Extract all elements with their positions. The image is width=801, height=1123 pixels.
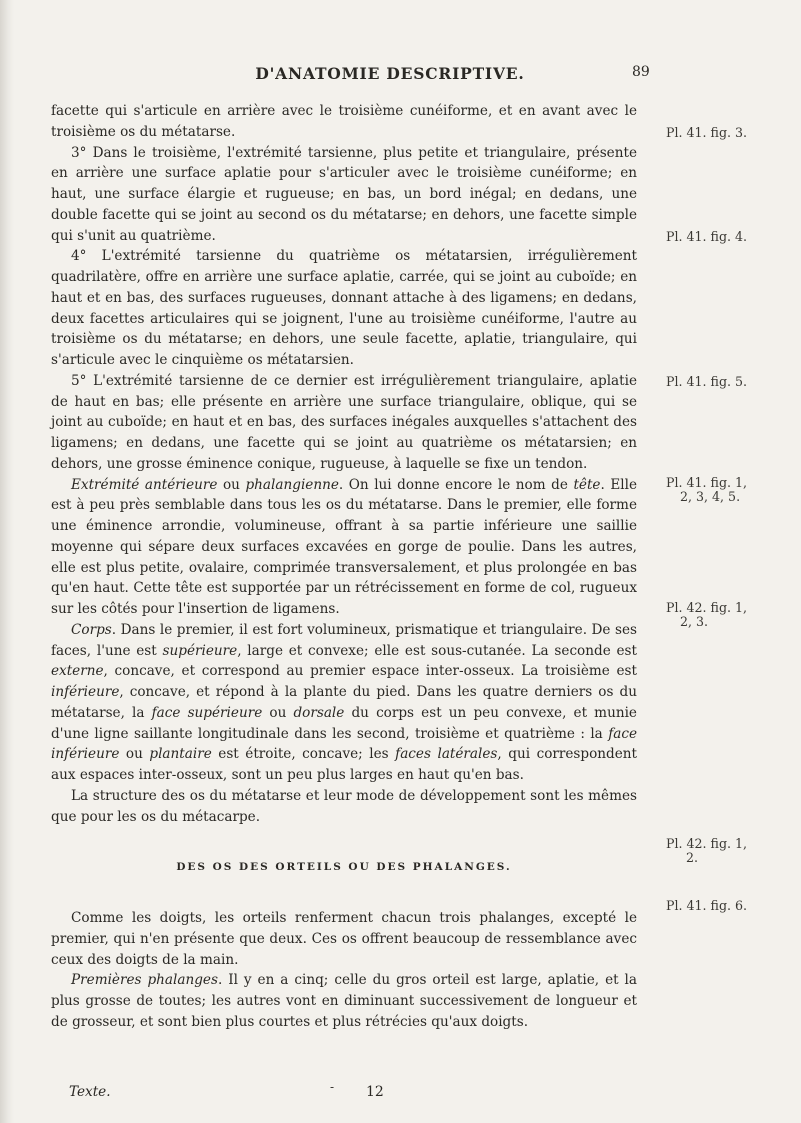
term-premieres-phalanges: Premières phalanges [71,972,218,989]
paragraph-9 [51,970,637,1032]
text-run: ou [119,746,150,763]
paragraph-5 [51,475,637,620]
running-head: D'ANATOMIE DESCRIPTIVE. [255,64,525,83]
footer-dash: - [330,1080,335,1094]
text-run: , concave, et répond à la plante du pied. Dans les quatre derniers os du métatarse, la [51,684,637,721]
text-run: ou [217,476,246,493]
paragraph-3: 4° L'extrémité tarsienne du quatrième os métatarsien, irrégulièrement quadrilatère, offre en arrière une surface aplatie, carrée, qui se joint au cuboïde; en haut et en bas, des surfaces rugueuses, donnant attache à des ligamens; en dedans, deux facettes articulaires qui se joignent, l'une au troisième cunéiforme, l'autre au troisième os du métatarse; en dehors, une seule facette, aplatie, triangulaire, qui s'articule avec le cinquième os métatarsien. [51,248,637,368]
term-face-superieure: face supérieure [151,704,263,721]
text-run: ou [262,704,294,721]
paragraph-1: facette qui s'articule en arrière avec le troisième cunéiforme, et en avant avec le troisième os du métatarse. [51,103,637,140]
term-dorsale: dorsale [293,704,345,721]
margin-reference-line: 2, 3, 4, 5. [680,489,741,504]
text-run: , concave, et correspond au premier espace inter-osseux. La troisième est [103,663,637,680]
section-heading: DES OS DES ORTEILS OU DES PHALANGES. [176,861,512,874]
text-run: , large et convexe; elle est sous-cutanée. La seconde est [237,642,637,659]
text-run: . Dans le premier, il est fort volumineux, prismatique et triangulaire. De ses faces, l'une est [51,621,637,659]
paragraph-8: Comme les doigts, les orteils renferment chacun trois phalanges, excepté le premier, qui n'en présente que deux. Ces os offrent beaucoup de ressemblance avec ceux des doigts de la main. [51,910,637,968]
text-run: du corps est un peu convexe, et munie d'une ligne saillante longitudinale dans les second, troisième et quatrième : la [51,704,637,742]
margin-reference [666,230,747,244]
margin-reference [666,126,747,140]
paragraph-7: La structure des os du métatarse et leur mode de développement sont les mêmes que pour les os du métacarpe. [51,787,637,825]
term-tete: tête [573,476,601,493]
margin-reference [666,899,747,913]
margin-reference [666,837,747,865]
text-run: est étroite, concave; les [211,746,396,763]
margin-reference [666,601,747,629]
term-face-inferieure: face inférieure [51,725,637,763]
term-externe: externe [51,663,104,680]
margin-reference-line: 2, 3. [680,614,709,629]
margin-reference-line: Pl. 41. fig. 1, [666,475,748,490]
margin-reference-line: Pl. 42. fig. 1, [666,836,748,851]
term-faces-laterales: faces latérales [395,746,498,763]
paragraph-4: 5° L'extrémité tarsienne de ce dernier est irrégulièrement triangulaire, aplatie de haut en bas; elle présente en arrière une surface triangulaire, oblique, qui se joint au cuboïde; en haut et en bas, des surfaces inégales auxquelles s'attachent des ligamens; en dedans, une facette qui se joint au quatrième os métatarsien; en dehors, une grosse éminence conique, rugueuse, à laquelle se fixe un tendon. [51,372,637,472]
paragraph-2: 3° Dans le troisième, l'extrémité tarsienne, plus petite et triangulaire, présente en arrière une surface aplatie pour s'articuler avec le troisième cunéiforme; en haut, une surface élargie et rugueuse; en bas, un bord inégal; en dedans, une double facette qui se joint au second os du métatarse; en dehors, une facette simple qui s'unit au quatrième. [51,144,637,244]
text-column [51,101,637,1033]
margin-reference-line: Pl. 41. fig. 5. [666,374,748,389]
margin-reference [666,375,747,389]
sheet-number: 12 [366,1084,384,1100]
margin-reference-line: Pl. 41. fig. 6. [666,898,748,913]
paragraph-6 [51,620,637,786]
margin-reference [666,476,747,504]
text-run: . Il y en a cinq; celle du gros orteil est large, aplatie, et la plus grosse de toutes; les autres vont en diminuant successivement de longueur et de grosseur, et sont bien plus courtes et plus rétrécies qu'aux doigts. [51,972,637,1030]
term-corps: Corps [71,621,112,638]
margin-reference-line: Pl. 41. fig. 4. [666,229,748,244]
text-run: , qui correspondent aux espaces inter-osseux, sont un peu plus larges en haut qu'en bas. [51,746,637,783]
margin-reference-line: 2. [686,850,699,865]
page-number: 89 [632,64,650,80]
term-extremite-anterieure: Extrémité antérieure [71,476,218,493]
text-run: . Elle est à peu près semblable dans tous les os du métatarse. Dans le premier, elle forme une éminence arrondie, volumineuse, offrant à sa partie inférieure une saillie moyenne qui sépare deux surfaces excavées en gorge de poulie. Dans les autres, elle est plus petite, ovalaire, comprimée transversalement, et plus prolongée en bas qu'en haut. Cette tête est supportée par un rétrécissement en forme de col, rugueux sur les côtés pour l'insertion de ligamens. [51,476,637,617]
margin-reference-line: Pl. 41. fig. 3. [666,125,748,140]
margin-reference-line: Pl. 42. fig. 1, [666,600,748,615]
binding-shadow [0,0,14,1123]
text-run: . On lui donne encore le nom de [338,476,574,493]
signature-mark: Texte. [69,1084,111,1100]
term-phalangienne: phalangienne [245,476,339,493]
term-inferieure: inférieure [51,684,120,700]
term-superieure: supérieure [162,642,238,659]
term-plantaire: plantaire [149,746,212,763]
